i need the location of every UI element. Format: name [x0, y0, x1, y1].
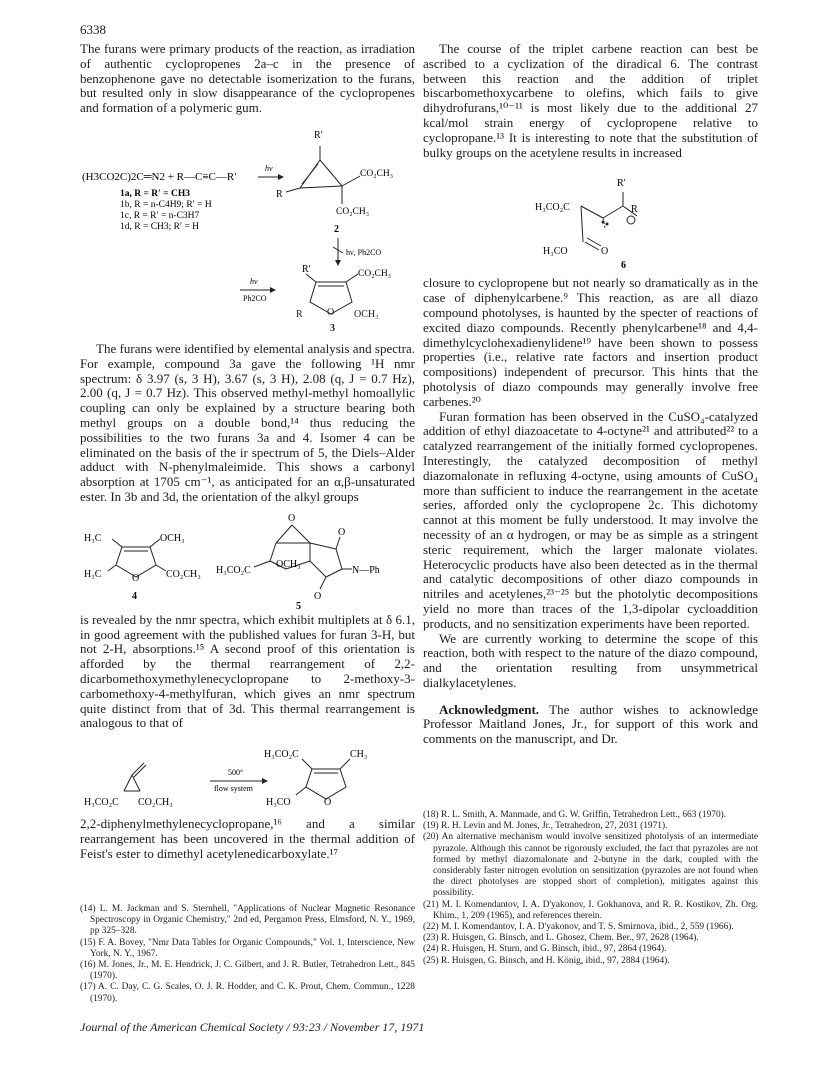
page-number: 6338	[80, 22, 106, 37]
svg-text:CO₂CH₃: CO₂CH₃	[336, 206, 370, 217]
svg-text:O: O	[132, 572, 140, 584]
svg-text:CO₂CH₃: CO₂CH₃	[138, 797, 173, 809]
svg-text:O: O	[288, 512, 296, 524]
blocked-label: hν, Ph2CO	[346, 247, 382, 257]
methoxyfuran-structure	[296, 759, 350, 799]
reference-18: (18) R. L. Smith, A. Manmade, and G. W. Griffin, Tetrahedron Lett., 663 (1970).	[423, 810, 727, 820]
right-column	[423, 42, 758, 747]
reference-14: (14) L. M. Jackman and S. Sternhell, "Applications of Nuclear Magnetic Resonance Spectroscopy in Organic Chemistry," 2nd ed, Pergamon Press, Elmsford, N. Y., 1969, pp 325–328.	[80, 904, 415, 937]
svg-text:N—Ph: N—Ph	[352, 564, 380, 576]
compound-1b: 1b, R = n-C4H9; R′ = H	[120, 199, 212, 210]
acknowledgment	[423, 703, 758, 747]
label-6: 6	[621, 260, 626, 272]
left-paragraph-2: The furans were identified by elemental analysis and spectra. For example, compound 3a gave the following ¹H nmr spectrum: δ 3.97 (s, 3 H), 3.67 (s, 3 H), 2.08 (q, J = 0.7 Hz), 2.00 (q, J = 0.7 Hz). This observed methyl-methyl homoallylic coupling can only be explained by a structure bearing both methyl groups on a double bond,¹⁴ thus reducing the possibilities to the two furans 3a and 4. Isomer 4 can be eliminated on the basis of the ir spectrum of 5, the Diels–Alder adduct with N-phenylmaleimide. This shows a carbonyl absorption at 1705 cm⁻¹, as anticipated for an α,β-unsaturated ester. In 3b and 3d, the orientation of the alkyl groups	[80, 340, 415, 504]
svg-text:hν: hν	[250, 276, 258, 286]
reference-17: (17) A. C. Day, C. G. Scales, O. J. R. Hodder, and C. K. Prout, Chem. Commun., 1228 (1970).	[80, 982, 415, 1004]
svg-text:H₃CO: H₃CO	[266, 797, 291, 809]
furan-structure-4	[108, 539, 166, 577]
right-paragraph-2: closure to cyclopropene but not nearly so dramatically as in the case of diphenylcarbene.⁹ This reaction, as are all diazo compound photolyses, is haunted by the specter of reactions of excited diazo compounds. Recently phenylcarbene¹⁸ and 4,4-dimethylcyclohexadienylidene¹⁹ have been shown to possess properties (i.e., relative rate factors and insertion product compositions) independent of precursor. This hints that the photolysis of diazo compounds may generally involve free carbenes.²⁰	[423, 275, 758, 409]
journal-footer: Journal of the American Chemical Society / 93:23 / November 17, 1971	[80, 1020, 425, 1034]
structures-4-5	[80, 509, 415, 609]
right-paragraph-1: The course of the triplet carbene reaction can best be ascribed to a cyclization of the diradical 6. The contrast between this reaction and the addition of triplet biscarbomethoxycarbene to olefins, which fails to give dihydrofurans,¹⁰⁻¹¹ is most likely due to the additional 27 kcal/mol strain energy of cyclopropene relative to cyclopropane.¹³ It is interesting to note that the substitution of bulky groups on the acetylene results in increased	[423, 41, 758, 160]
compound-1a: 1a, R = R′ = CH3	[120, 188, 190, 199]
svg-text:H₃CO₂C: H₃CO₂C	[216, 564, 251, 576]
svg-text:H₃CO₂C: H₃CO₂C	[264, 749, 299, 761]
svg-text:H₃CO₂C: H₃CO₂C	[535, 202, 570, 214]
svg-text:CH₃: CH₃	[350, 749, 368, 761]
svg-text:O: O	[314, 590, 322, 602]
reference-21: (21) M. I. Komendantov, I. A. D'yakonov, I. Gokhanova, and R. R. Kostikov, Zh. Org. Khim., 1, 209 (1965), and references therein.	[423, 899, 758, 921]
svg-text:OCH₃: OCH₃	[160, 532, 185, 544]
reference-16: (16) M. Jones, Jr., M. E. Hendrick, J. C. Gilbert, and J. R. Butler, Tetrahedron Lett., 845 (1970).	[80, 960, 415, 982]
left-column: The furans were primary products of the reaction, as irradiation of authentic cyclopropenes 2a–c in the presence of benzophenone gave no detectable isomerization to the furans, but resulted only in slow disappearance of the cyclopropenes and formation of a polymeric gum. (H3CO2C)2C═N2 + R—C≡C—R′ hν 1a, R = R′ = CH3 1b, R = n-C4H9; R′ = H 1c, R = R′ = n-C3H7 1d, R = CH3; R′ = H R′ R CO₂CH₃ CO₂CH₃ 2 hν, Ph2CO hν Ph2CO R′ CO₂CH₃ R O OCH₃ 3 The furans were identified by elemental analysis and spectra. For example, compound 3a gave the following ¹H nmr spectrum: δ 3.97 (s, 3 H), 3.67 (s, 3 H), 2.08 (q, J = 0.7 Hz), 2.00 (q, J = 0.7 Hz). This observed methyl-methyl homoallylic coupling can only be explained by a structure bearing both methyl groups on a double bond,¹⁴ thus reducing the possibilities to the two furans 3a and 4. Isomer 4 can be eliminated on the basis of the ir spectrum of 5, the Diels–Alder adduct with N-phenylmaleimide. This shows a carbonyl absorption at 1705 cm⁻¹, as anticipated for an α,β-unsaturated ester. In 3b and 3d, the orientation of the alkyl groups H₃C OCH₃ H₃C O CO₂CH₃ 4 O H₃CO₂C OCH₃ O O N—Ph 5 is revealed by the nmr spectra, which exhibit multiplets at δ 6.1, in good agreement with the published values for furan 3-H, but not 2-H, absorptions.¹⁵ A second proof of this orientation is afforded by the thermal rearrangement of 2,2-dicarbomethoxymethylenecyclopropane to 2-methoxy-3-carbomethoxy-4-methylfuran, which gives an nmr spectrum quite distinct from that of 3d. This thermal rearrangement is analogous to that of H₃CO₂C CO₂CH₃ 500° flow system H₃CO₂C CH₃ H₃CO O 2,2-diphenylmethylenecyclopropane,¹⁶ and a similar rearrangement has been uncovered in the thermal addition of Feist's ester to dimethyl acetylenedicarboxylate.¹⁷	[80, 41, 415, 861]
label-5: 5	[296, 600, 301, 609]
reference-24: (24) R. Huisgen, H. Sturn, and G. Binsch, ibid., 97, 2864 (1964).	[423, 944, 667, 955]
right-paragraph-3: Furan formation has been observed in the CuSO₄-catalyzed addition of ethyl diazoacetate to 4-octyne²¹ and attributed²² to a catalyzed rearrangement of the initially formed cyclopropenes. Interestingly, the catalyzed decomposition of methyl diazomalonate in refluxing 4-octyne, using amounts of CuSO₄ more than sufficient to induce the rearrangement in the acetate series, afforded only the cyclopropene 2c. This dichotomy cannot at this moment be fully understood. It may involve the necessity of an α hydrogen, or may be as simple as a stringent steric requirement, which the larger malonate violates. Heterocyclic products have also been detected as in the thermal and catalytic decompositions of other diazo compounds in nitriles and acetylenes,²³⁻²⁵ but the photolytic decompositions yield no more than traces of the 1,3-dipolar cycloaddition products, and no sensitization experiments have been reported.	[423, 408, 758, 631]
label-4: 4	[132, 590, 137, 602]
reference-22: (22) M. I. Komendantov, I. A. D'yakonov, and T. S. Smirnova, ibid., 2, 559 (1966).	[423, 922, 734, 933]
svg-text:R′: R′	[302, 263, 311, 275]
compound-1c: 1c, R = R′ = n-C3H7	[120, 210, 200, 221]
thermal-rearrangement-scheme	[80, 735, 415, 815]
svg-text:CO₂CH₃: CO₂CH₃	[358, 268, 392, 279]
label-2: 2	[334, 223, 339, 235]
svg-text:H₃C: H₃C	[84, 568, 102, 580]
label-3: 3	[330, 322, 335, 334]
left-paragraph-3: is revealed by the nmr spectra, which exhibit multiplets at δ 6.1, in good agreement with the published values for furan 3-H, but not 2-H, absorptions.¹⁵ A second proof of this orientation is afforded by the thermal rearrangement of 2,2-dicarbomethoxymethylenecyclopropane to 2-methoxy-3-carbomethoxy-4-methylfuran, which gives an nmr spectrum quite distinct from that of 3d. This thermal rearrangement is analogous to that of	[80, 611, 415, 731]
acknowledgment-heading: Acknowledgment.	[439, 701, 540, 717]
svg-text:O: O	[324, 797, 332, 809]
svg-text:R: R	[276, 188, 283, 200]
svg-text:500°: 500°	[228, 768, 244, 778]
svg-text:OCH₃: OCH₃	[276, 558, 301, 570]
diradical-structure-6	[423, 166, 758, 276]
right-references	[423, 810, 758, 967]
reference-15: (15) F. A. Bovey, "Nmr Data Tables for Organic Compounds," Vol. 1, Interscience, New York, N. Y., 1967.	[80, 937, 415, 959]
svg-text:flow system: flow system	[214, 784, 253, 794]
acknowledgment-text: The author wishes to acknowledge Professor Maitland Jones, Jr., for support of this work and comments on the manuscript, and Dr.	[423, 701, 758, 747]
svg-text:H₃C: H₃C	[84, 532, 102, 544]
cyclopropene-structure-2	[286, 146, 360, 204]
scheme1-arrow-label: hν	[265, 163, 273, 173]
reference-25: (25) R. Huisgen, G. Binsch, and H. König, ibid., 97, 2884 (1964).	[423, 955, 670, 966]
svg-text:CO₂CH₃: CO₂CH₃	[166, 568, 201, 580]
reaction-scheme-1	[80, 124, 415, 314]
svg-text:H₃CO₂C: H₃CO₂C	[84, 797, 119, 809]
left-paragraph-1: The furans were primary products of the reaction, as irradiation of authentic cyclopropenes 2a–c in the presence of benzophenone gave no detectable isomerization to the furans, but resulted only in slow disappearance of the cyclopropenes and formation of a polymeric gum.	[80, 41, 415, 116]
left-references	[80, 904, 415, 1005]
reference-19: (19) R. H. Levin and M. Jones, Jr., Tetrahedron, 27, 2031 (1971).	[423, 821, 668, 832]
svg-text:O: O	[338, 526, 346, 538]
svg-text:CO₂CH₃: CO₂CH₃	[360, 168, 394, 179]
reference-23: (23) R. Huisgen, G. Binsch, and L. Ghosez, Chem. Ber., 97, 2628 (1964).	[423, 933, 699, 944]
svg-text:R′: R′	[314, 129, 323, 141]
svg-text:H₃CO: H₃CO	[543, 246, 568, 258]
methylenecyclopropane-structure	[124, 763, 146, 791]
svg-text:O: O	[601, 246, 609, 258]
svg-text:R: R	[631, 204, 638, 216]
svg-text:Ph2CO: Ph2CO	[243, 293, 267, 303]
scheme1-reagents: (H3CO2C)2C═N2 + R—C≡C—R′	[82, 170, 237, 183]
left-paragraph-4: 2,2-diphenylmethylenecyclopropane,¹⁶ and a similar rearrangement has been uncovered in the thermal addition of Feist's ester to dimethyl acetylenedicarboxylate.¹⁷	[80, 816, 415, 861]
right-paragraph-4: We are currently working to determine the scope of this reaction, both with respect to the nature of the diazo compound, and the orientation resulting from unsymmetrical dialkylacetylenes.	[423, 630, 758, 690]
compound-1d: 1d, R = CH3; R′ = H	[120, 221, 200, 232]
svg-text:R′: R′	[617, 178, 626, 190]
reference-20: (20) An alternative mechanism would involve sensitized photolysis of an intermediate pyrazole. Although this cannot be rigorously excluded, the fact that pyrazoles are not formed by methyl diazomalonate and 2-butyne in the dark, coupled with the considerably faster nitrogen evolution on sensitization (pyrazoles are not found when the direct photolyses are stopped short of completion), mitigates against this possibility.	[423, 832, 758, 899]
